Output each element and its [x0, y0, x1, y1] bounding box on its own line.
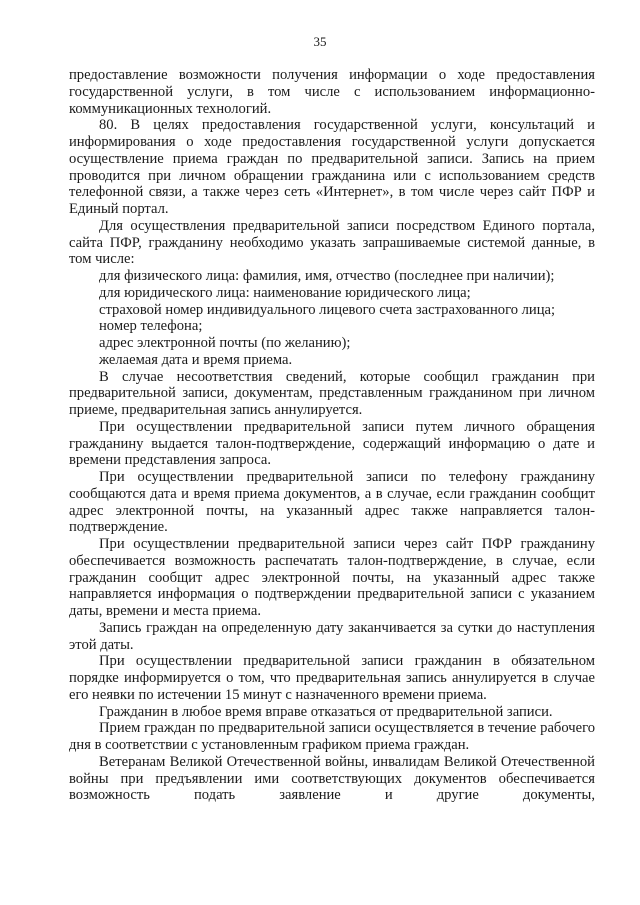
list-item: номер телефона;	[99, 318, 203, 335]
paragraph-schedule: Прием граждан по предварительной записи осуществляется в течение рабочего дня в соответствии с установленным графиком приема граждан.	[69, 720, 595, 753]
paragraph-personal-visit: При осуществлении предварительной записи путем личного обращения гражданину выдается талон-подтверждение, содержащий информацию о дате и времени представления запроса.	[69, 418, 595, 469]
document-body	[69, 67, 595, 804]
list-item: страховой номер индивидуального лицевого счета застрахованного лица;	[99, 301, 556, 318]
paragraph-deadline: Запись граждан на определенную дату заканчивается за сутки до наступления этой даты.	[69, 619, 595, 653]
paragraph-website: При осуществлении предварительной записи через сайт ПФР гражданину обеспечивается возможность распечатать талон-подтверждение, в случае, если гражданин сообщит адрес электронной почты, на указанный адрес также направляется информация о подтверждении предварительной записи с указанием даты, времени и места приема.	[69, 536, 595, 619]
paragraph-continuation: предоставление возможности получения информации о ходе предоставления государственной услуги, в том числе с использованием информационно-коммуникационных технологий.	[69, 67, 595, 117]
paragraph-phone: При осуществлении предварительной записи по телефону гражданину сообщаются дата и время приема документов, а в случае, если гражданин сообщит адрес электронной почты, на указанный адрес также направляется талон-подтверждение.	[69, 469, 595, 536]
paragraph-80: 80. В целях предоставления государственной услуги, консультаций и информирования о ходе предоставления государственной услуги допускается осуществление приема граждан по предварительной записи. Запись на прием проводится при личном обращении гражданина или с использованием средств телефонной связи, а также через сеть «Интернет», в том числе через сайт ПФР и Единый портал.	[69, 117, 595, 217]
paragraph-portal-data: Для осуществления предварительной записи посредством Единого портала, сайта ПФР, гражданину необходимо указать запрашиваемые системой данные, в том числе:	[69, 217, 595, 268]
page-number: 35	[313, 34, 327, 49]
list-item: желаемая дата и время приема.	[99, 351, 293, 368]
paragraph-cancellation: При осуществлении предварительной записи гражданин в обязательном порядке информируется о том, что предварительная запись аннулируется в случае его неявки по истечении 15 минут с назначенного времени приема.	[69, 653, 595, 703]
list-item: для юридического лица: наименование юридического лица;	[99, 284, 471, 301]
list-item: адрес электронной почты (по желанию);	[99, 335, 351, 351]
paragraph-mismatch: В случае несоответствия сведений, которые сообщил гражданин при предварительной записи, документам, представленным гражданином при личном приеме, предварительная запись аннулируется.	[69, 368, 595, 418]
paragraph-veterans: Ветеранам Великой Отечественной войны, инвалидам Великой Отечественной войны при предъявлении ими соответствующих документов обеспечивается возможность подать заявление и другие документы,	[69, 753, 595, 804]
list-item: для физического лица: фамилия, имя, отчество (последнее при наличии);	[99, 268, 555, 284]
paragraph-refusal: Гражданин в любое время вправе отказаться от предварительной записи.	[99, 703, 553, 720]
